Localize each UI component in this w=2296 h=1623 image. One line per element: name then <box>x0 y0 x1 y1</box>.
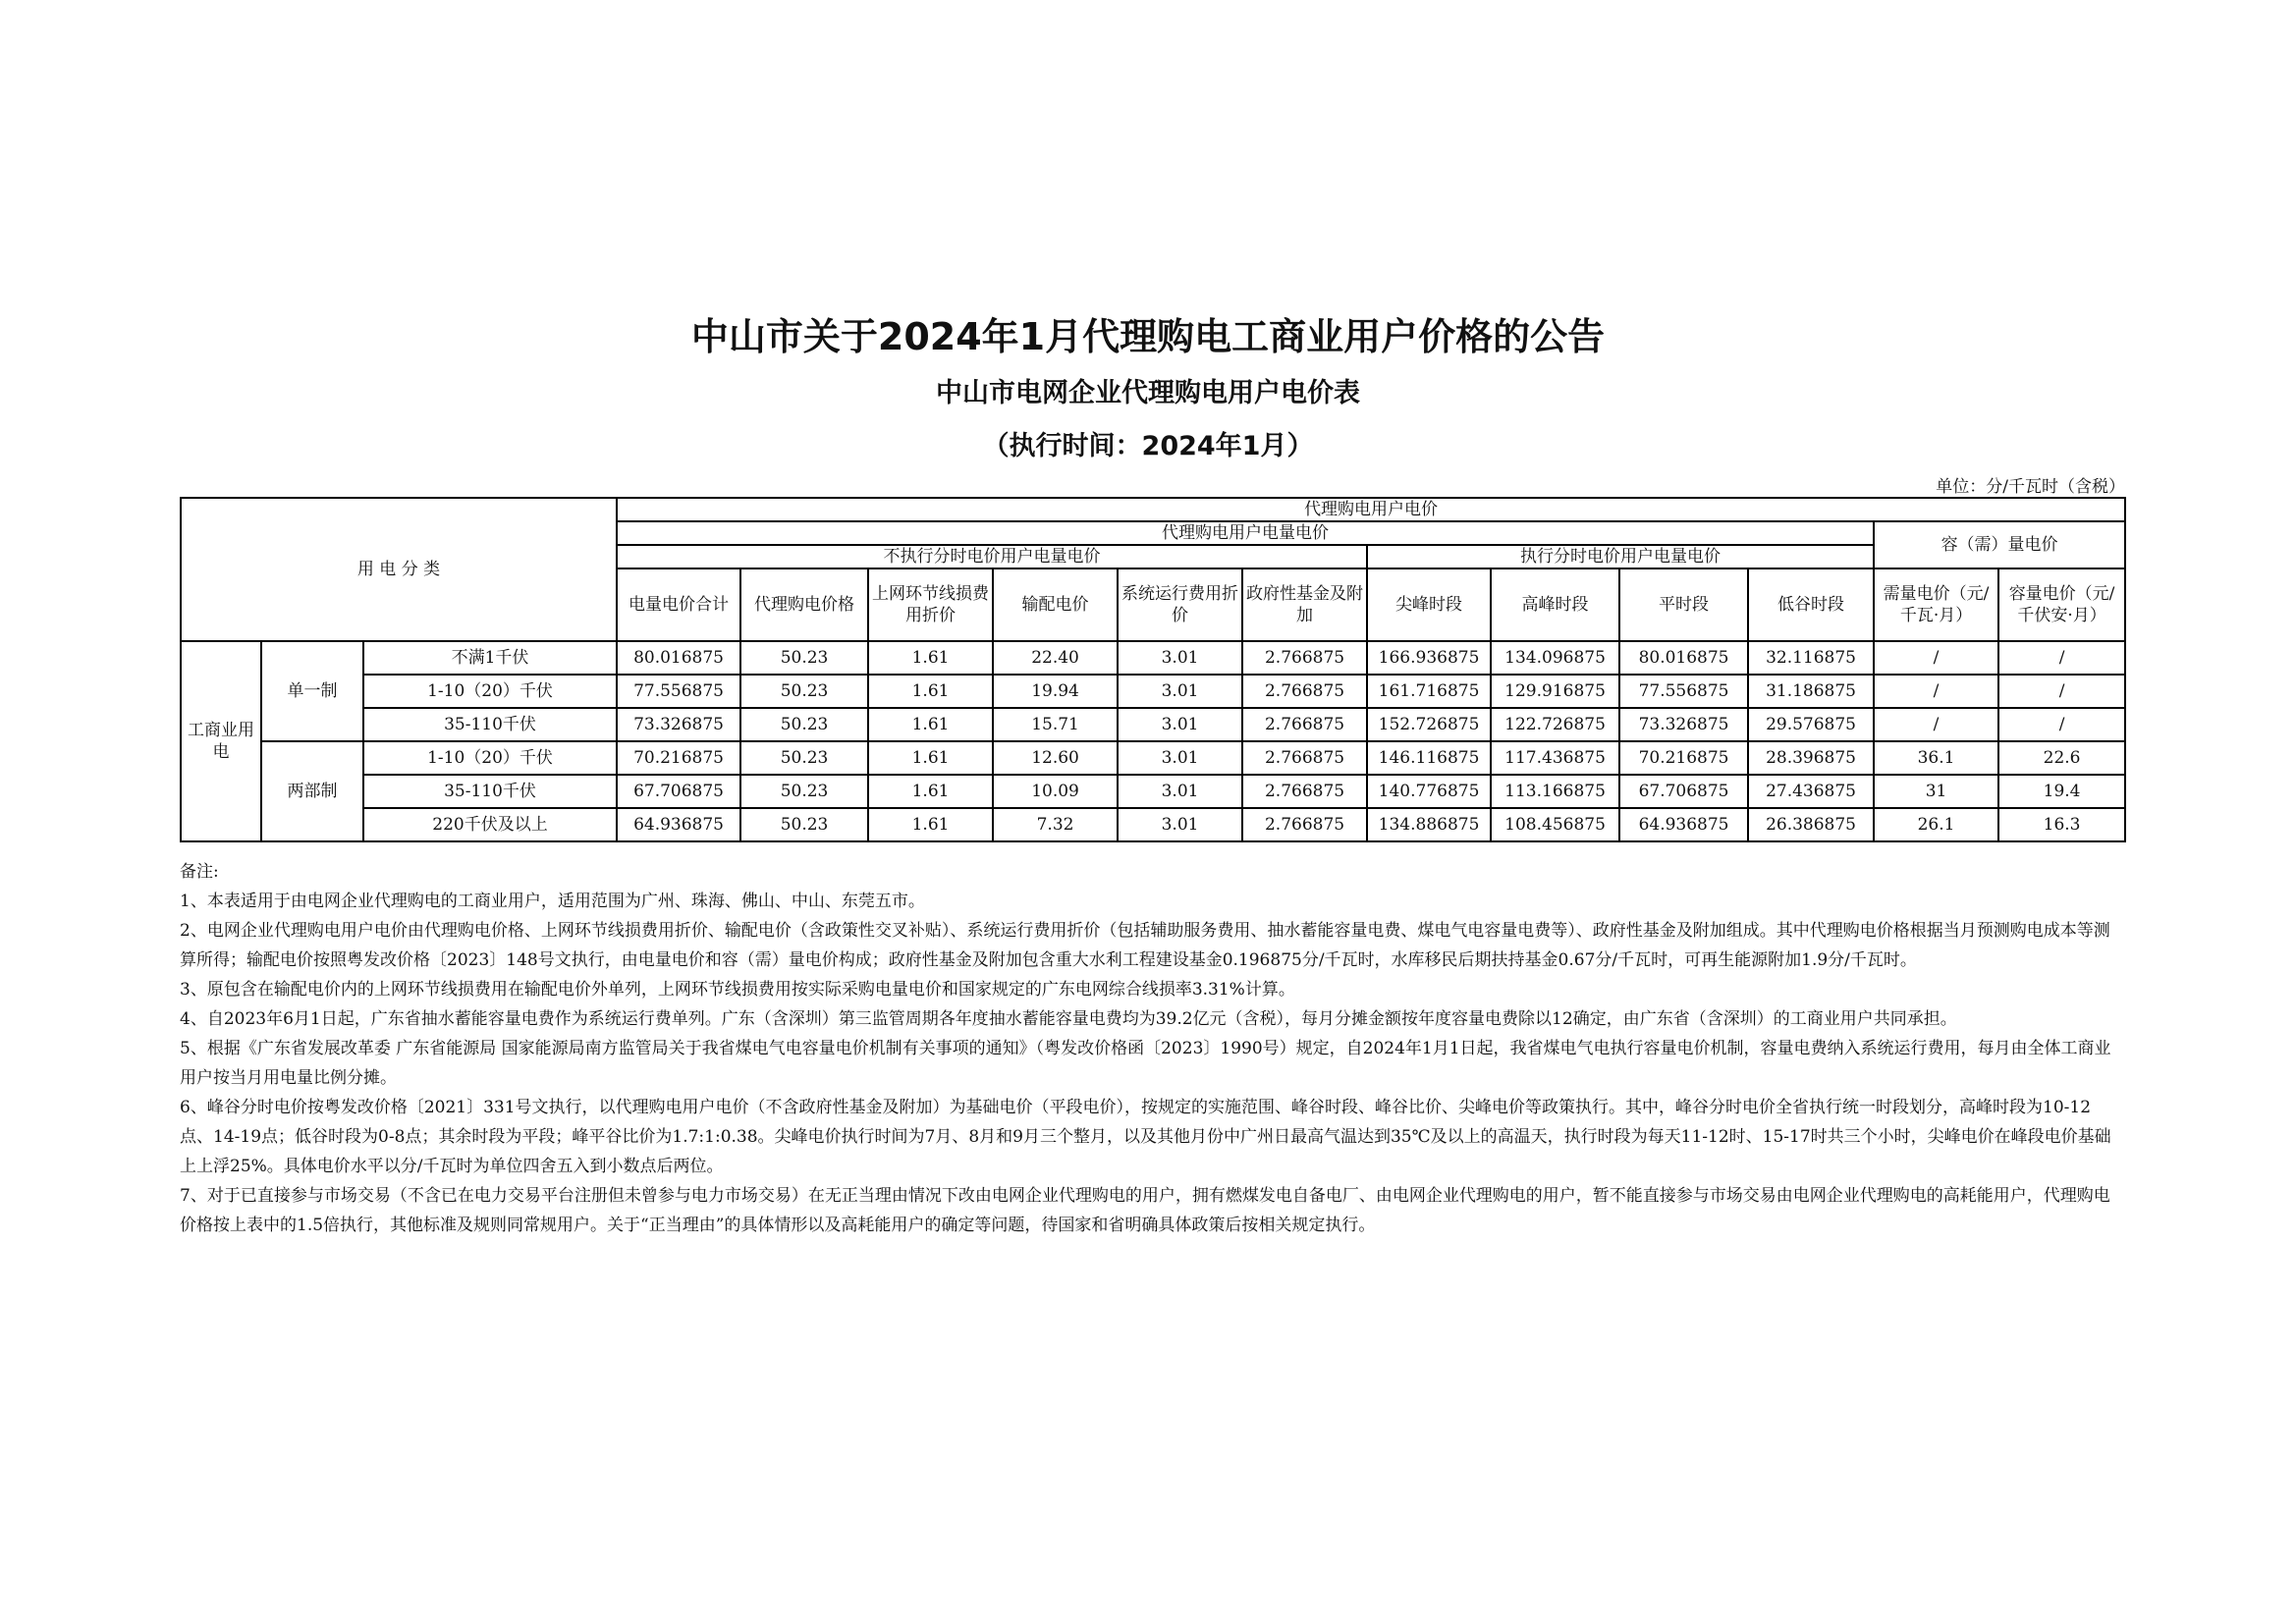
table-subtitle: 中山市电网企业代理购电用户电价表 <box>936 378 1360 408</box>
cell: 3.01 <box>1118 708 1242 741</box>
cell: 1.61 <box>868 675 993 708</box>
note-item: 6、峰谷分时电价按粤发改价格〔2021〕331号文执行，以代理购电用户电价（不含政府性基金及附加）为基础电价（平段电价），按规定的实施范围、峰谷时段、峰谷比价、尖峰电价等政策执行。其中，峰谷分时电价全省执行统一时段划分，高峰时段为10-12点、14-19点；低谷时段为0-8点；其余时段为平段；峰平谷比价为1.7:1:0.38。尖峰电价执行时间为7月、8月和9月三个整月，以及其他月份中广州日最高气温达到35℃及以上的高温天，执行时段为每天11-12时、15-17时共三个小时，尖峰电价在峰段电价基础上上浮25%。具体电价水平以分/千瓦时为单位四舍五入到小数点后两位。 <box>180 1098 2111 1176</box>
cell: 10.09 <box>993 775 1118 808</box>
cell: 129.916875 <box>1491 675 1619 708</box>
cell: 1.61 <box>868 641 993 675</box>
cell: 152.726875 <box>1367 708 1491 741</box>
cell: 22.40 <box>993 641 1118 675</box>
cell: 3.01 <box>1118 775 1242 808</box>
table-row <box>181 675 2125 708</box>
cell: 77.556875 <box>1619 675 1748 708</box>
cell: 70.216875 <box>1619 741 1748 775</box>
note-item: 4、自2023年6月1日起，广东省抽水蓄能容量电费作为系统运行费单列。广东（含深圳）第三监管周期各年度抽水蓄能容量电费均为39.2亿元（含税），每月分摊金额按年度容量电费除以12确定，由广东省（含深圳）的工商业用户共同承担。 <box>180 1009 1957 1029</box>
cell: 67.706875 <box>617 775 740 808</box>
col-header: 容量电价（元/千伏安·月） <box>1998 568 2125 641</box>
table-row <box>181 808 2125 841</box>
non-tou-header: 不执行分时电价用户电量电价 <box>617 545 1367 568</box>
cell: 134.096875 <box>1491 641 1619 675</box>
cell: 80.016875 <box>1619 641 1748 675</box>
unit-label: 单位：分/千瓦时（含税） <box>1936 477 2125 497</box>
cell: 2.766875 <box>1242 641 1367 675</box>
cell: 1.61 <box>868 775 993 808</box>
cell: / <box>1874 641 1998 675</box>
cell: 161.716875 <box>1367 675 1491 708</box>
cell: 1.61 <box>868 808 993 841</box>
table-row <box>181 741 2125 775</box>
cell: 64.936875 <box>617 808 740 841</box>
cell: 77.556875 <box>617 675 740 708</box>
cell: 27.436875 <box>1748 775 1874 808</box>
row-label: 35-110千伏 <box>363 775 617 808</box>
col-header: 平时段 <box>1619 568 1748 641</box>
note-item: 1、本表适用于由电网企业代理购电的工商业用户，适用范围为广州、珠海、佛山、中山、东莞五市。 <box>180 892 925 911</box>
energy-price-header: 代理购电用户电量电价 <box>617 521 1874 545</box>
capacity-price-header: 容（需）量电价 <box>1874 521 2125 568</box>
row-label: 35-110千伏 <box>363 708 617 741</box>
cell: 12.60 <box>993 741 1118 775</box>
cell: 146.116875 <box>1367 741 1491 775</box>
cell: 73.326875 <box>617 708 740 741</box>
group-two-part-label: 两部制 <box>261 741 363 841</box>
cell: 1.61 <box>868 708 993 741</box>
cell: 22.6 <box>1998 741 2125 775</box>
cell: 64.936875 <box>1619 808 1748 841</box>
cell: 67.706875 <box>1619 775 1748 808</box>
notes-heading: 备注: <box>180 862 219 882</box>
row-label: 1-10（20）千伏 <box>363 741 617 775</box>
price-table <box>180 497 2126 842</box>
col-header: 需量电价（元/千瓦·月） <box>1874 568 1998 641</box>
cell: 134.886875 <box>1367 808 1491 841</box>
cell: 50.23 <box>740 775 868 808</box>
cell: 31 <box>1874 775 1998 808</box>
col-header: 系统运行费用折价 <box>1118 568 1242 641</box>
row-label: 1-10（20）千伏 <box>363 675 617 708</box>
cell: / <box>1998 675 2125 708</box>
cell: 166.936875 <box>1367 641 1491 675</box>
cell: / <box>1874 675 1998 708</box>
cell: 140.776875 <box>1367 775 1491 808</box>
note-item: 5、根据《广东省发展改革委 广东省能源局 国家能源局南方监管局关于我省煤电气电容量电价机制有关事项的通知》（粤发改价格函〔2023〕1990号）规定，自2024年1月1日起，我省煤电气电执行容量电价机制，容量电费纳入系统运行费用，每月由全体工商业用户按当月用电量比例分摊。 <box>180 1039 2111 1088</box>
row-label: 不满1千伏 <box>363 641 617 675</box>
group-single-label: 单一制 <box>261 641 363 741</box>
col-header: 上网环节线损费用折价 <box>868 568 993 641</box>
col-header: 尖峰时段 <box>1367 568 1491 641</box>
col-header: 输配电价 <box>993 568 1118 641</box>
cell: 80.016875 <box>617 641 740 675</box>
col-header: 低谷时段 <box>1748 568 1874 641</box>
cell: 3.01 <box>1118 808 1242 841</box>
cell: 32.116875 <box>1748 641 1874 675</box>
cell: / <box>1998 641 2125 675</box>
cell: 31.186875 <box>1748 675 1874 708</box>
cell: 3.01 <box>1118 675 1242 708</box>
cell: 16.3 <box>1998 808 2125 841</box>
cell: 50.23 <box>740 641 868 675</box>
cell: 3.01 <box>1118 641 1242 675</box>
note-item: 3、原包含在输配电价内的上网环节线损费用在输配电价外单列，上网环节线损费用按实际采购电量电价和国家规定的广东电网综合线损率3.31%计算。 <box>180 980 1295 1000</box>
tou-header: 执行分时电价用户电量电价 <box>1367 545 1874 568</box>
cell: 70.216875 <box>617 741 740 775</box>
cell: 50.23 <box>740 708 868 741</box>
note-item: 2、电网企业代理购电用户电价由代理购电价格、上网环节线损费用折价、输配电价（含政策性交叉补贴）、系统运行费用折价（包括辅助服务费用、抽水蓄能容量电费、煤电气电容量电费等）、政府性基金及附加组成。其中代理购电价格根据当月预测购电成本等测算所得；输配电价按照粤发改价格〔2023〕148号文执行，由电量电价和容（需）量电价构成；政府性基金及附加包含重大水利工程建设基金0.196875分/千瓦时，水库移民后期扶持基金0.67分/千瓦时，可再生能源附加1.9分/千瓦时。 <box>180 921 2110 970</box>
notes-section <box>180 857 2116 1240</box>
cell: 122.726875 <box>1491 708 1619 741</box>
page-title: 中山市关于2024年1月代理购电工商业用户价格的公告 <box>690 315 1606 358</box>
cell: 19.94 <box>993 675 1118 708</box>
cell: / <box>1998 708 2125 741</box>
cell: 3.01 <box>1118 741 1242 775</box>
cell: 2.766875 <box>1242 808 1367 841</box>
col-header: 高峰时段 <box>1491 568 1619 641</box>
cell: 117.436875 <box>1491 741 1619 775</box>
table-row <box>181 775 2125 808</box>
cell: / <box>1874 708 1998 741</box>
cell: 26.1 <box>1874 808 1998 841</box>
cell: 7.32 <box>993 808 1118 841</box>
cell: 2.766875 <box>1242 741 1367 775</box>
cell: 50.23 <box>740 808 868 841</box>
table-row <box>181 641 2125 675</box>
agency-price-header: 代理购电用户电价 <box>617 498 2125 521</box>
row-label: 220千伏及以上 <box>363 808 617 841</box>
cell: 2.766875 <box>1242 675 1367 708</box>
cell: 1.61 <box>868 741 993 775</box>
cell: 113.166875 <box>1491 775 1619 808</box>
group-main-label: 工商业用电 <box>181 641 261 841</box>
cell: 36.1 <box>1874 741 1998 775</box>
note-item: 7、对于已直接参与市场交易（不含已在电力交易平台注册但未曾参与电力市场交易）在无正当理由情况下改由电网企业代理购电的用户，拥有燃煤发电自备电厂、由电网企业代理购电的用户，暂不能直接参与市场交易由电网企业代理购电的高耗能用户，代理购电价格按上表中的1.5倍执行，其他标准及规则同常规用户。关于“正当理由”的具体情形以及高耗能用户的确定等问题，待国家和省明确具体政策后按相关规定执行。 <box>180 1186 2110 1235</box>
cell: 19.4 <box>1998 775 2125 808</box>
cell: 108.456875 <box>1491 808 1619 841</box>
col-header: 代理购电价格 <box>740 568 868 641</box>
cell: 50.23 <box>740 675 868 708</box>
cell: 73.326875 <box>1619 708 1748 741</box>
cell: 2.766875 <box>1242 775 1367 808</box>
col-header: 政府性基金及附加 <box>1242 568 1367 641</box>
cell: 26.386875 <box>1748 808 1874 841</box>
table-row <box>181 708 2125 741</box>
cell: 28.396875 <box>1748 741 1874 775</box>
execution-period: （执行时间：2024年1月） <box>982 431 1314 461</box>
cell: 2.766875 <box>1242 708 1367 741</box>
cell: 50.23 <box>740 741 868 775</box>
cell: 15.71 <box>993 708 1118 741</box>
cell: 29.576875 <box>1748 708 1874 741</box>
category-header: 用 电 分 类 <box>181 498 617 641</box>
col-header: 电量电价合计 <box>617 568 740 641</box>
